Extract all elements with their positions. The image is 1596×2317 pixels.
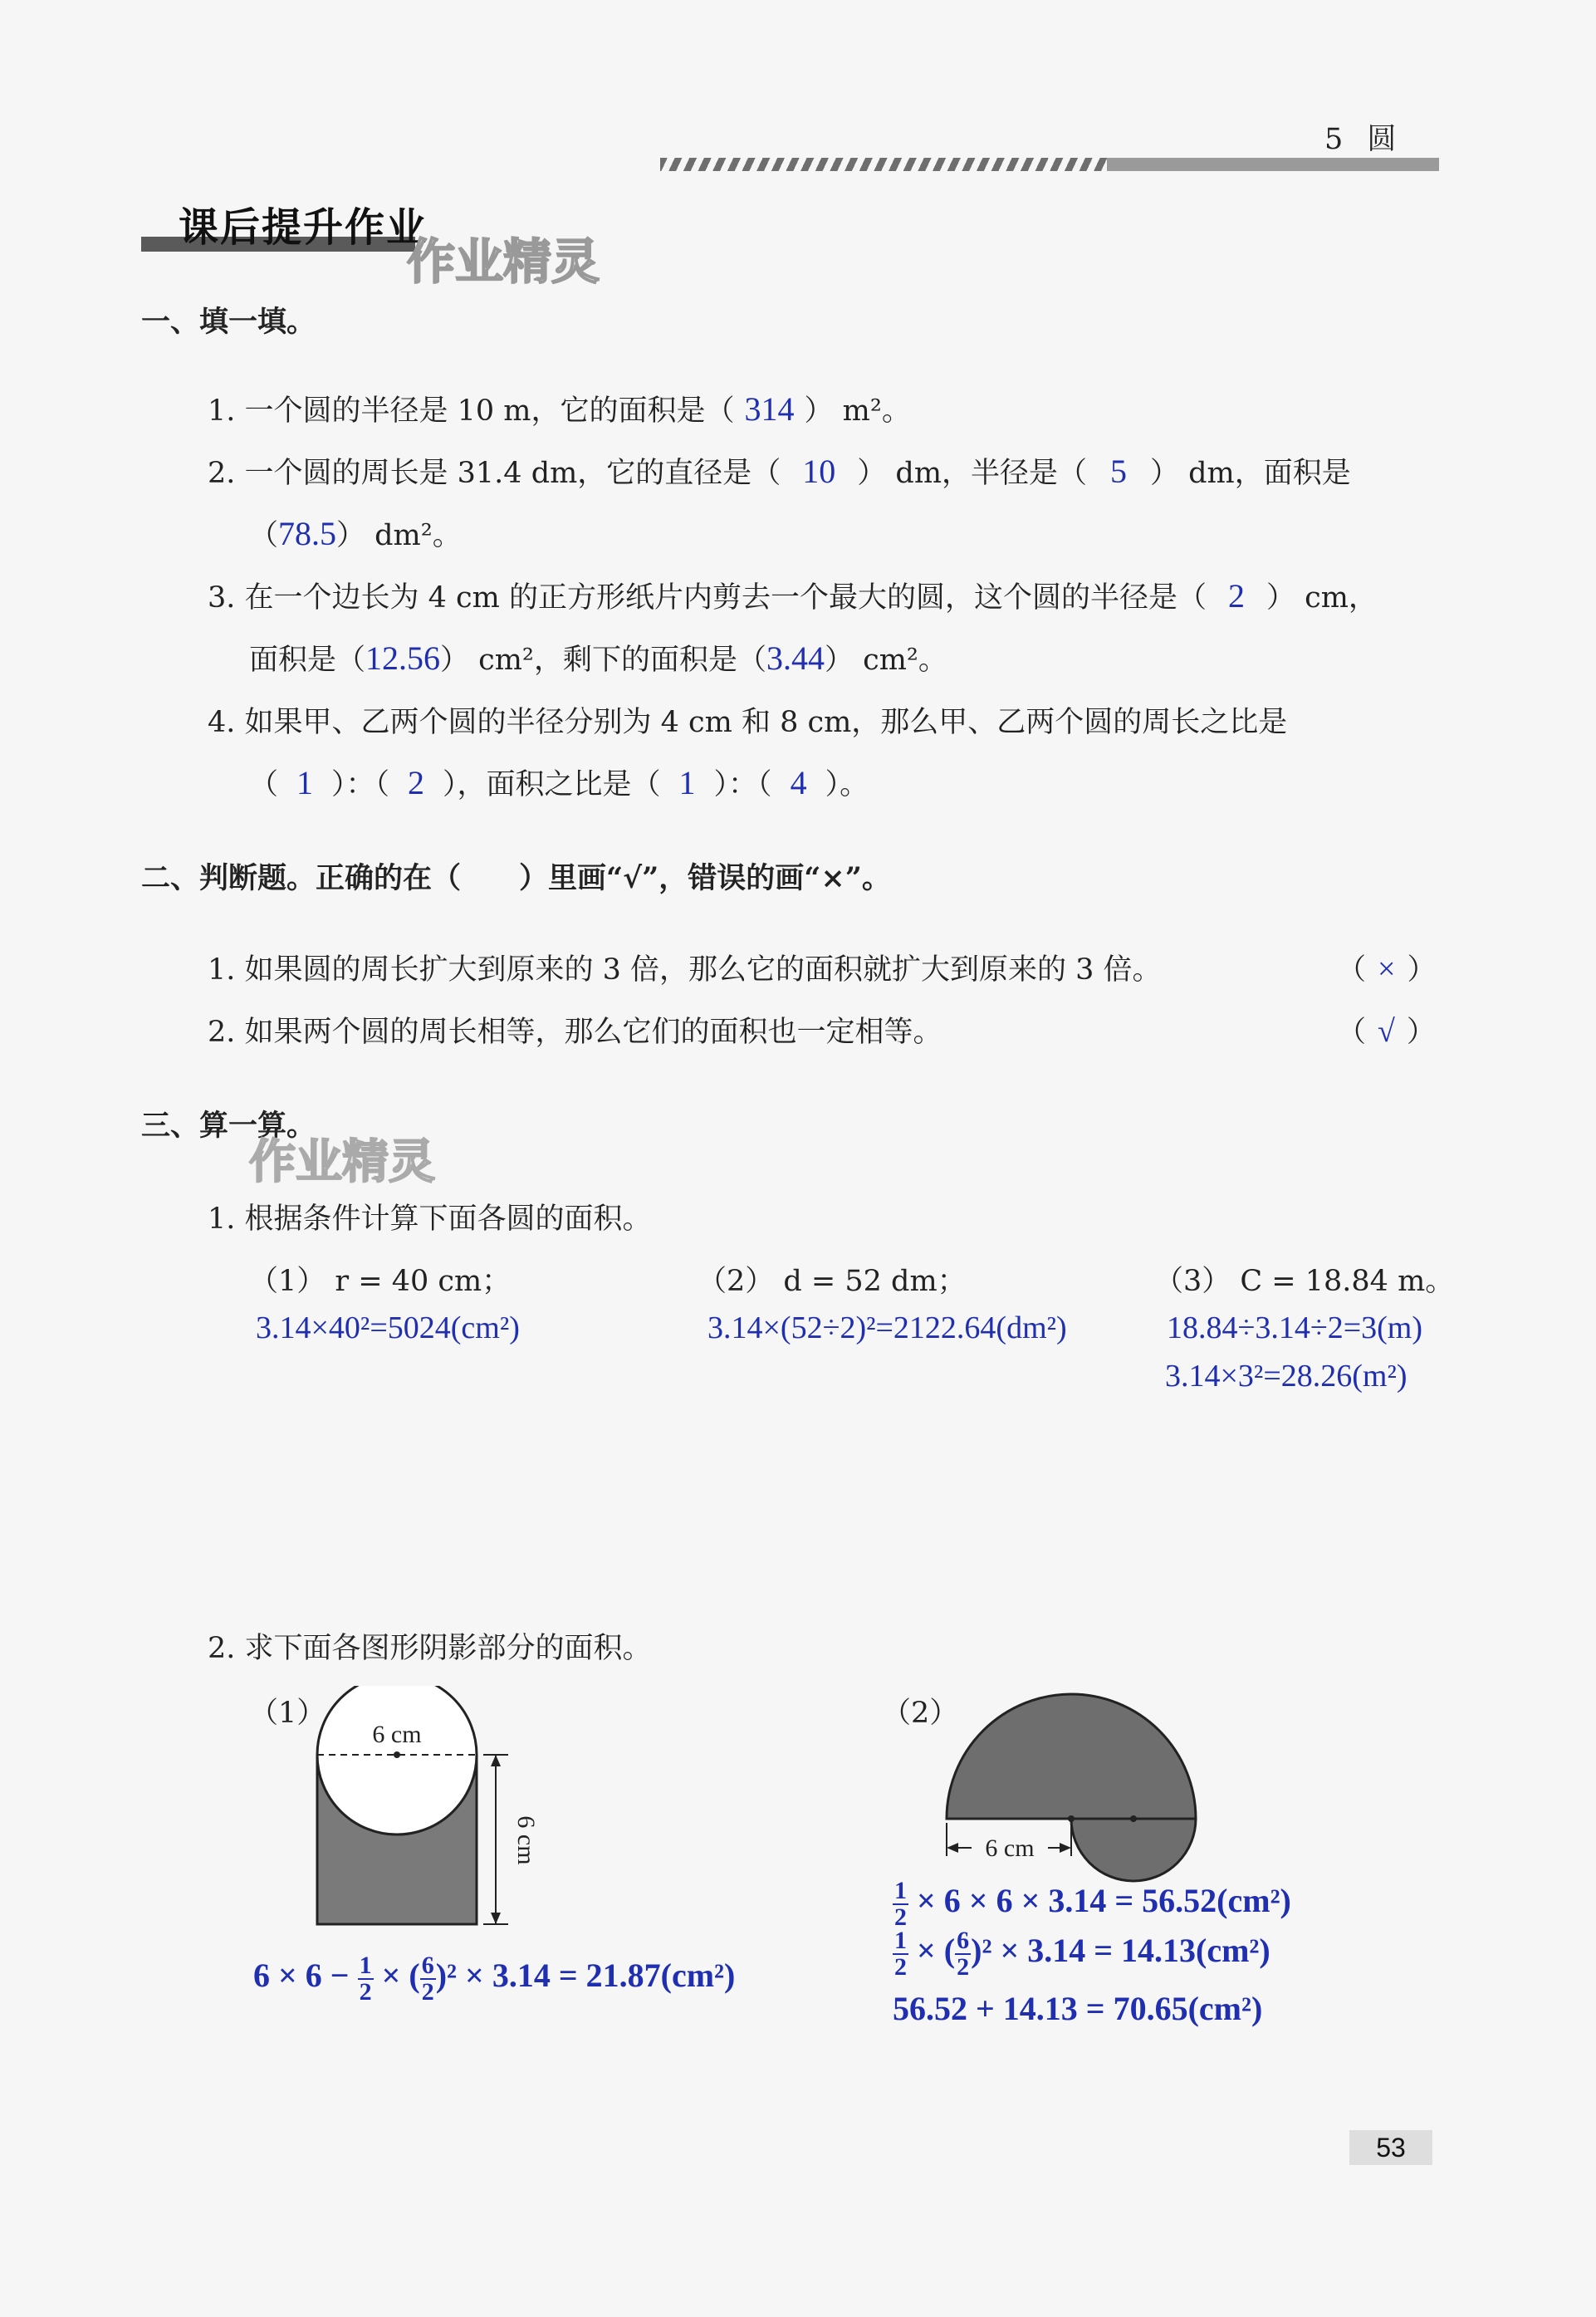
frac-den: 2 [894,1953,907,1981]
chapter-header [1324,116,1396,158]
paren-right: ） [1406,1016,1436,1049]
dim-bottom-label: 6 cm [985,1834,1035,1862]
frac-den: 2 [894,1903,907,1931]
header-rule-solid [1107,158,1439,171]
calc-label-2: （2） d = 52 dm； [698,1265,967,1298]
page-number-text: 53 [1376,2133,1406,2163]
fig2-label: （2） [882,1697,959,1730]
fig1-ans-part3: )² × 3.14 = 21.87(cm²) [435,1957,736,1995]
calc-answer-3a: 18.84÷3.14÷2=3(m) [1167,1310,1423,1345]
fraction-half [893,1928,908,1980]
dim-side-label: 6 cm [512,1815,540,1865]
q3-text4: ） cm²。 [824,644,947,677]
part1-q1 [208,388,911,429]
q3-text3: ） cm²，剩下的面积是（ [440,644,766,677]
arrow-up [491,1755,501,1766]
center-dot [394,1751,400,1758]
q4-answer2: 2 [408,764,425,801]
part1-heading: 一、填一填。 [141,305,316,339]
part1-q3-line2 [249,637,947,678]
watermark: 作业精灵 [407,233,600,290]
part1-q4-line1 [208,699,1287,741]
q4-answer4: 4 [790,764,807,801]
q2-text-unit: ） dm²。 [336,519,462,552]
fig1-ans-part2: × ( [381,1957,420,1995]
part1-q2-line2 [249,512,462,554]
q2-paren: （ [249,519,279,552]
q3-answer-radius: 2 [1227,577,1245,615]
part1-q3-line1 [208,575,1378,616]
q4-colon2: ）：（ [713,768,772,801]
q4-answer1: 1 [296,764,314,801]
fraction-half [893,1879,908,1930]
q1-answer: 314 [744,390,795,428]
q3-text: 3. 在一个边长为 4 cm 的正方形纸片内剪去一个最大的圆，这个圆的半径是（ [208,581,1207,615]
part2-q1-paren [1337,947,1436,988]
fig2-ans1-rest: × 6 × 6 × 3.14 = 56.52(cm²) [917,1882,1291,1920]
frac-num: 1 [894,1927,907,1954]
paren-left: （ [1337,953,1367,987]
arrow-left [947,1843,958,1853]
paren-left: （ [1337,1016,1367,1049]
frac-num: 1 [894,1877,907,1904]
part3-heading: 三、算一算。 [141,1109,316,1143]
chapter-number: 5 [1324,123,1344,156]
q2-text-mid: ） dm，半径是（ [857,457,1088,490]
q2-answer-area: 78.5 [278,515,337,552]
inner-circle [317,1686,477,1834]
judge-answer-1: × [1378,952,1396,987]
fig2-ans2-mid: × ( [917,1932,956,1970]
q4-paren: （ [249,768,279,801]
fig2-answer-line2 [893,1928,1270,1980]
part3-q1-prompt: 1. 根据条件计算下面各圆的面积。 [208,1203,652,1236]
fraction-six-halves [955,1928,971,1980]
dim-top-label: 6 cm [372,1721,422,1748]
arrow-down [491,1913,501,1924]
part2-q2: 2. 如果两个圆的周长相等，那么它们的面积也一定相等。 [208,1016,942,1049]
q4-answer3: 1 [678,764,696,801]
q1-text-end: ） m²。 [804,394,911,428]
fig2-answer-line1 [893,1879,1291,1930]
center-dot-left [1068,1815,1075,1822]
center-dot-right [1130,1815,1137,1822]
q4-colon: ）：（ [331,768,390,801]
figure-1 [307,1686,540,1935]
frac-num: 1 [359,1952,372,1979]
part3-q2-prompt: 2. 求下面各图形阴影部分的面积。 [208,1632,652,1665]
header-rule [660,158,1107,171]
q1-text: 1. 一个圆的半径是 10 m，它的面积是（ [208,394,735,428]
fig2-ans2-rest: )² × 3.14 = 14.13(cm²) [971,1932,1270,1970]
frac-den: 2 [421,1978,434,2006]
q2-answer-radius: 5 [1110,453,1128,490]
calc-label-3: （3） C = 18.84 m。 [1154,1265,1455,1298]
arrow-right [1060,1843,1071,1853]
part2-q1: 1. 如果圆的周长扩大到原来的 3 倍，那么它的面积就扩大到原来的 3 倍。 [208,953,1162,987]
fig1-answer [253,1953,735,2005]
part1-q4-line2 [249,762,869,803]
fraction-half [358,1953,374,2005]
calc-answer-3b: 3.14×3²=28.26(m²) [1165,1359,1408,1394]
calc-answer-1: 3.14×40²=5024(cm²) [256,1310,520,1345]
part1-q2-line1 [208,450,1351,492]
frac-num: 6 [421,1952,434,1979]
calc-answer-2: 3.14×(52÷2)²=2122.64(dm²) [707,1310,1067,1345]
frac-den: 2 [957,1953,970,1981]
section-banner-title: 课后提升作业 [179,204,428,251]
shaded-small-semicircle [1071,1819,1196,1881]
q3-answer-remain: 3.44 [766,639,825,677]
q4-text-end: ）。 [825,768,869,801]
paren-right: ） [1407,953,1437,987]
fig1-ans-part1: 6 × 6 − [253,1957,350,1995]
watermark: 作业精灵 [249,1135,435,1189]
fraction-six-halves [420,1953,436,2005]
fig2-answer-line3: 56.52 + 14.13 = 70.65(cm²) [893,1990,1263,2027]
frac-num: 6 [957,1927,970,1954]
judge-answer-2: √ [1378,1014,1395,1049]
chapter-title: 圆 [1367,123,1397,156]
fig1-label: （1） [249,1697,326,1730]
q3-answer-area: 12.56 [365,639,441,677]
part2-q2-paren [1337,1009,1436,1051]
frac-den: 2 [359,1978,372,2006]
shaded-large-semicircle [947,1694,1196,1819]
q3-text2: 面积是（ [249,644,366,677]
part2-heading: 二、判断题。正确的在（ ）里画“√”，错误的画“×”。 [141,861,891,895]
q4-text: 4. 如果甲、乙两个圆的半径分别为 4 cm 和 8 cm，那么甲、乙两个圆的周长之比是 [208,706,1288,739]
q2-text: 2. 一个圆的周长是 31.4 dm，它的直径是（ [208,457,781,490]
q4-text-mid: ），面积之比是（ [443,768,661,801]
q2-answer-diameter: 10 [802,453,836,490]
q2-text-end: ） dm，面积是 [1150,457,1351,490]
calc-label-1: （1） r = 40 cm； [249,1265,512,1298]
q3-text-end: ） cm， [1266,581,1378,615]
page-number [1349,2130,1432,2165]
figure-2 [938,1690,1221,1906]
